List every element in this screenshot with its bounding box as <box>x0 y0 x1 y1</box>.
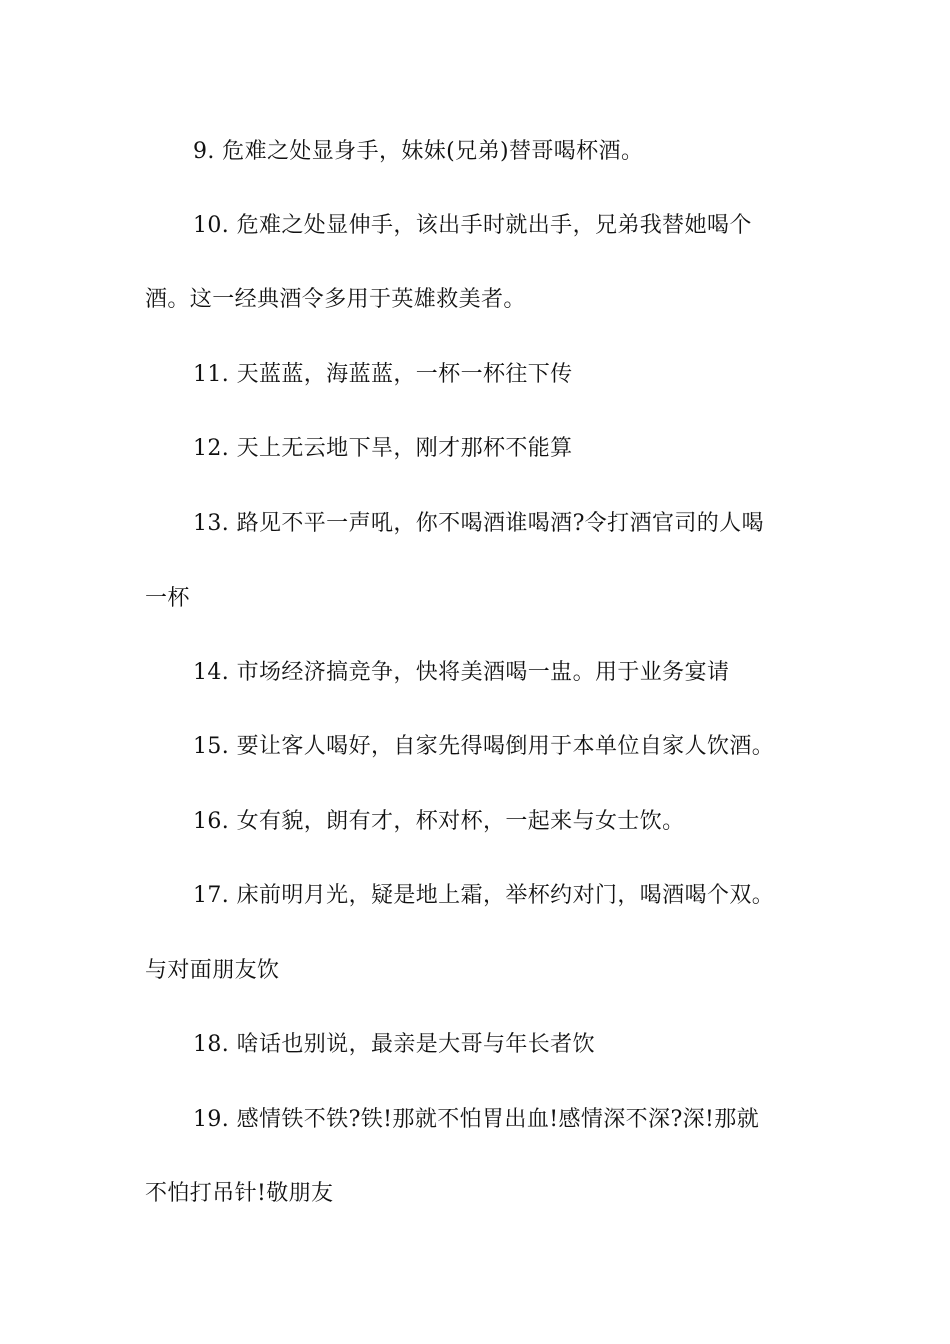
text-line-10: 16. 女有貌，朗有才，杯对杯，一起来与女士饮。 <box>193 809 685 834</box>
text-line-11: 17. 床前明月光，疑是地上霜，举杯约对门，喝酒喝个双。 <box>193 883 775 908</box>
text-line-14: 19. 感情铁不铁?铁!那就不怕胃出血!感情深不深?深!那就 <box>193 1107 760 1132</box>
text-line-6: 13. 路见不平一声吼，你不喝酒谁喝酒?令打酒官司的人喝 <box>193 511 764 536</box>
text-line-5: 12. 天上无云地下旱，刚才那杯不能算 <box>193 436 573 461</box>
text-line-7: 一杯 <box>145 586 190 611</box>
text-line-4: 11. 天蓝蓝，海蓝蓝，一杯一杯往下传 <box>193 362 573 387</box>
text-line-1: 9. 危难之处显身手，妹妹(兄弟)替哥喝杯酒。 <box>193 139 644 164</box>
text-line-13: 18. 啥话也别说，最亲是大哥与年长者饮 <box>193 1032 595 1057</box>
text-line-15: 不怕打吊针!敬朋友 <box>145 1181 334 1206</box>
text-line-3: 酒。这一经典酒令多用于英雄救美者。 <box>145 287 526 312</box>
text-line-12: 与对面朋友饮 <box>145 958 280 983</box>
text-line-2: 10. 危难之处显伸手，该出手时就出手，兄弟我替她喝个 <box>193 213 752 238</box>
text-line-8: 14. 市场经济搞竞争，快将美酒喝一盅。用于业务宴请 <box>193 660 730 685</box>
text-line-9: 15. 要让客人喝好，自家先得喝倒用于本单位自家人饮酒。 <box>193 734 775 759</box>
